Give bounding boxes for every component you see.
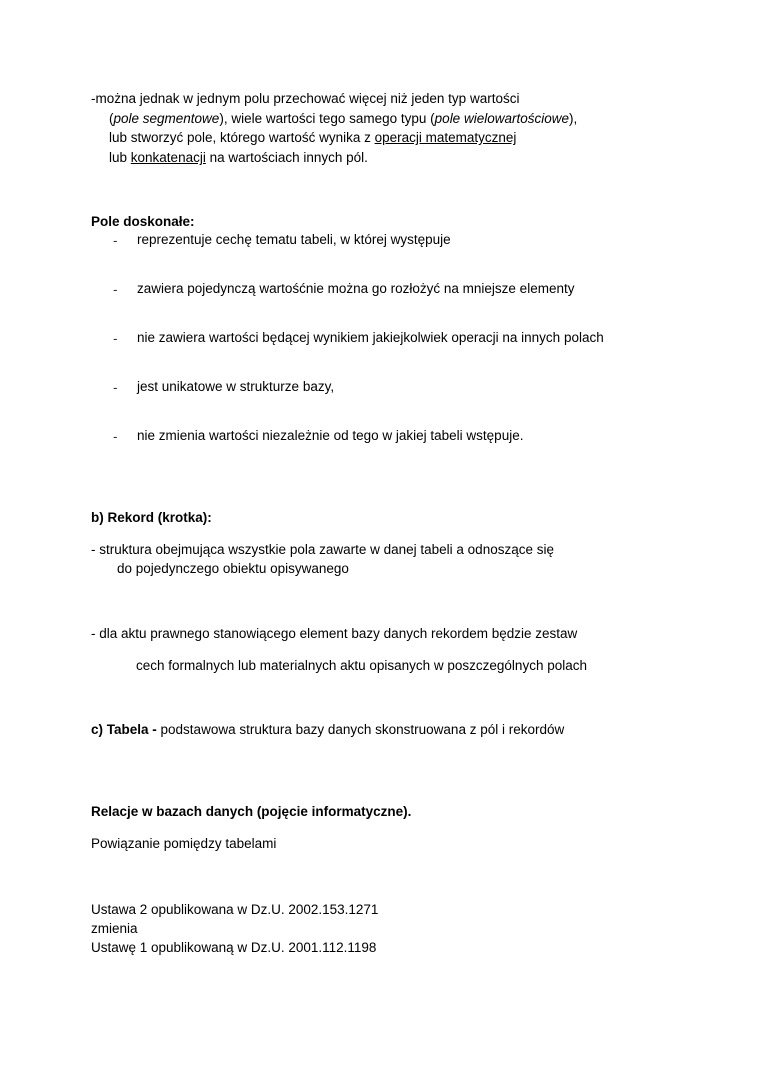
intro-line-3-text: lub stworzyć pole, którego wartość wynika z [109, 130, 375, 145]
intro-line-4 [109, 148, 368, 168]
intro-line-4-pre: lub [109, 150, 131, 165]
bullet-dash: - [113, 429, 118, 444]
intro-line-2 [109, 109, 577, 129]
heading-pole-doskonale: Pole doskonałe: [91, 214, 195, 229]
term-pole-wielowartosciowe: pole wielowartościowe [434, 111, 569, 126]
pole-item-5: nie zmienia wartości niezależnie od tego w jakiej tabeli wstępuje. [137, 428, 524, 443]
pole-item-1: reprezentuje cechę tematu tabeli, w której występuje [137, 232, 451, 247]
rekord-p2-line-1: - dla aktu prawnego stanowiącego element bazy danych rekordem będzie zestaw [91, 626, 578, 641]
intro-mid-text: ), wiele wartości tego samego typu ( [219, 111, 435, 126]
tabela-definition [91, 720, 564, 740]
intro-paren-open: ( [109, 111, 114, 126]
pole-item-3: nie zawiera wartości będącej wynikiem jakiejkolwiek operacji na innych polach [137, 330, 604, 345]
relacje-text: Powiązanie pomiędzy tabelami [91, 836, 277, 851]
ustawa-line-1: Ustawa 2 opublikowana w Dz.U. 2002.153.1271 [91, 902, 379, 917]
bullet-dash: - [113, 331, 118, 346]
pole-item-4: jest unikatowe w strukturze bazy, [137, 379, 335, 394]
heading-rekord: b) Rekord (krotka): [91, 510, 212, 525]
rekord-p1-line-1: - struktura obejmująca wszystkie pola zawarte w danej tabeli a odnoszące się [91, 542, 554, 557]
ustawa-line-3: Ustawę 1 opublikowaną w Dz.U. 2001.112.1198 [91, 940, 377, 955]
tabela-label: c) Tabela - [91, 722, 157, 737]
ustawa-line-2: zmienia [91, 921, 138, 936]
tabela-text: podstawowa struktura bazy danych skonstruowana z pól i rekordów [156, 722, 565, 737]
bullet-dash: - [113, 282, 118, 297]
intro-line-3 [109, 128, 516, 148]
intro-paren-close: ), [569, 111, 578, 126]
link-operacji-matematycznej[interactable]: operacji matematycznej [374, 130, 517, 145]
intro-line-1: -można jednak w jednym polu przechować więcej niż jeden typ wartości [91, 91, 520, 106]
rekord-p2-line-2: cech formalnych lub materialnych aktu opisanych w poszczególnych polach [136, 658, 587, 673]
heading-relacje: Relacje w bazach danych (pojęcie informatyczne). [91, 804, 412, 819]
intro-line-4-post: na wartościach innych pól. [205, 150, 368, 165]
link-konkatenacji[interactable]: konkatenacji [130, 150, 206, 165]
rekord-p1-line-2: do pojedynczego obiektu opisywanego [117, 561, 349, 576]
bullet-dash: - [113, 380, 118, 395]
term-pole-segmentowe: pole segmentowe [113, 111, 220, 126]
bullet-dash: - [113, 233, 118, 248]
pole-item-2: zawiera pojedynczą wartośćnie można go rozłożyć na mniejsze elementy [137, 281, 575, 296]
